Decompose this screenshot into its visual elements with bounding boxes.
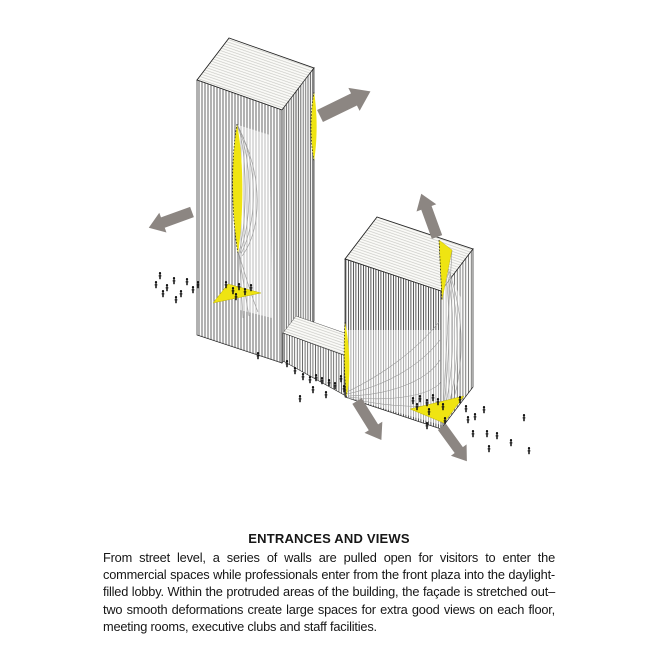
arrow-view-upper-right	[314, 80, 376, 128]
caption-title: ENTRANCES AND VIEWS	[248, 531, 410, 546]
person-figure	[173, 277, 176, 284]
person-figure	[309, 376, 312, 383]
person-figure	[159, 272, 162, 279]
person-figure	[162, 290, 165, 297]
person-figure	[294, 367, 297, 374]
person-figure	[302, 373, 305, 380]
person-figure	[186, 278, 189, 285]
caption-body: From street level, a series of walls are pulled open for visitors to enter the commercial spaces while professionals enter from the front plaza into the daylight-filled lobby. Within the protruded areas of the building, the façade is stretched out–two smooth deformations create large spaces for extra good views on each floor, meeting rooms, executive clubs and staff facilities.	[103, 550, 555, 634]
person-figure	[257, 352, 260, 359]
person-figure	[175, 296, 178, 303]
person-figure	[483, 406, 486, 413]
tower-short	[344, 217, 473, 429]
person-figure	[465, 405, 468, 412]
person-figure	[299, 395, 302, 402]
person-figure	[488, 445, 491, 452]
person-figure	[510, 439, 513, 446]
person-figure	[426, 422, 429, 429]
arrow-exit-left	[145, 202, 195, 237]
person-figure	[472, 430, 475, 437]
caption-block	[103, 531, 555, 635]
person-figure	[325, 391, 328, 398]
person-figure	[286, 360, 289, 367]
person-figure	[467, 416, 470, 423]
person-figure	[166, 284, 169, 291]
person-figure	[496, 432, 499, 439]
person-figure	[192, 286, 195, 293]
person-figure	[528, 447, 531, 454]
person-figure	[523, 414, 526, 421]
person-figure	[155, 281, 158, 288]
person-figure	[312, 386, 315, 393]
person-figure	[180, 290, 183, 297]
person-figure	[486, 430, 489, 437]
tower-tall	[197, 38, 317, 363]
person-figure	[474, 413, 477, 420]
